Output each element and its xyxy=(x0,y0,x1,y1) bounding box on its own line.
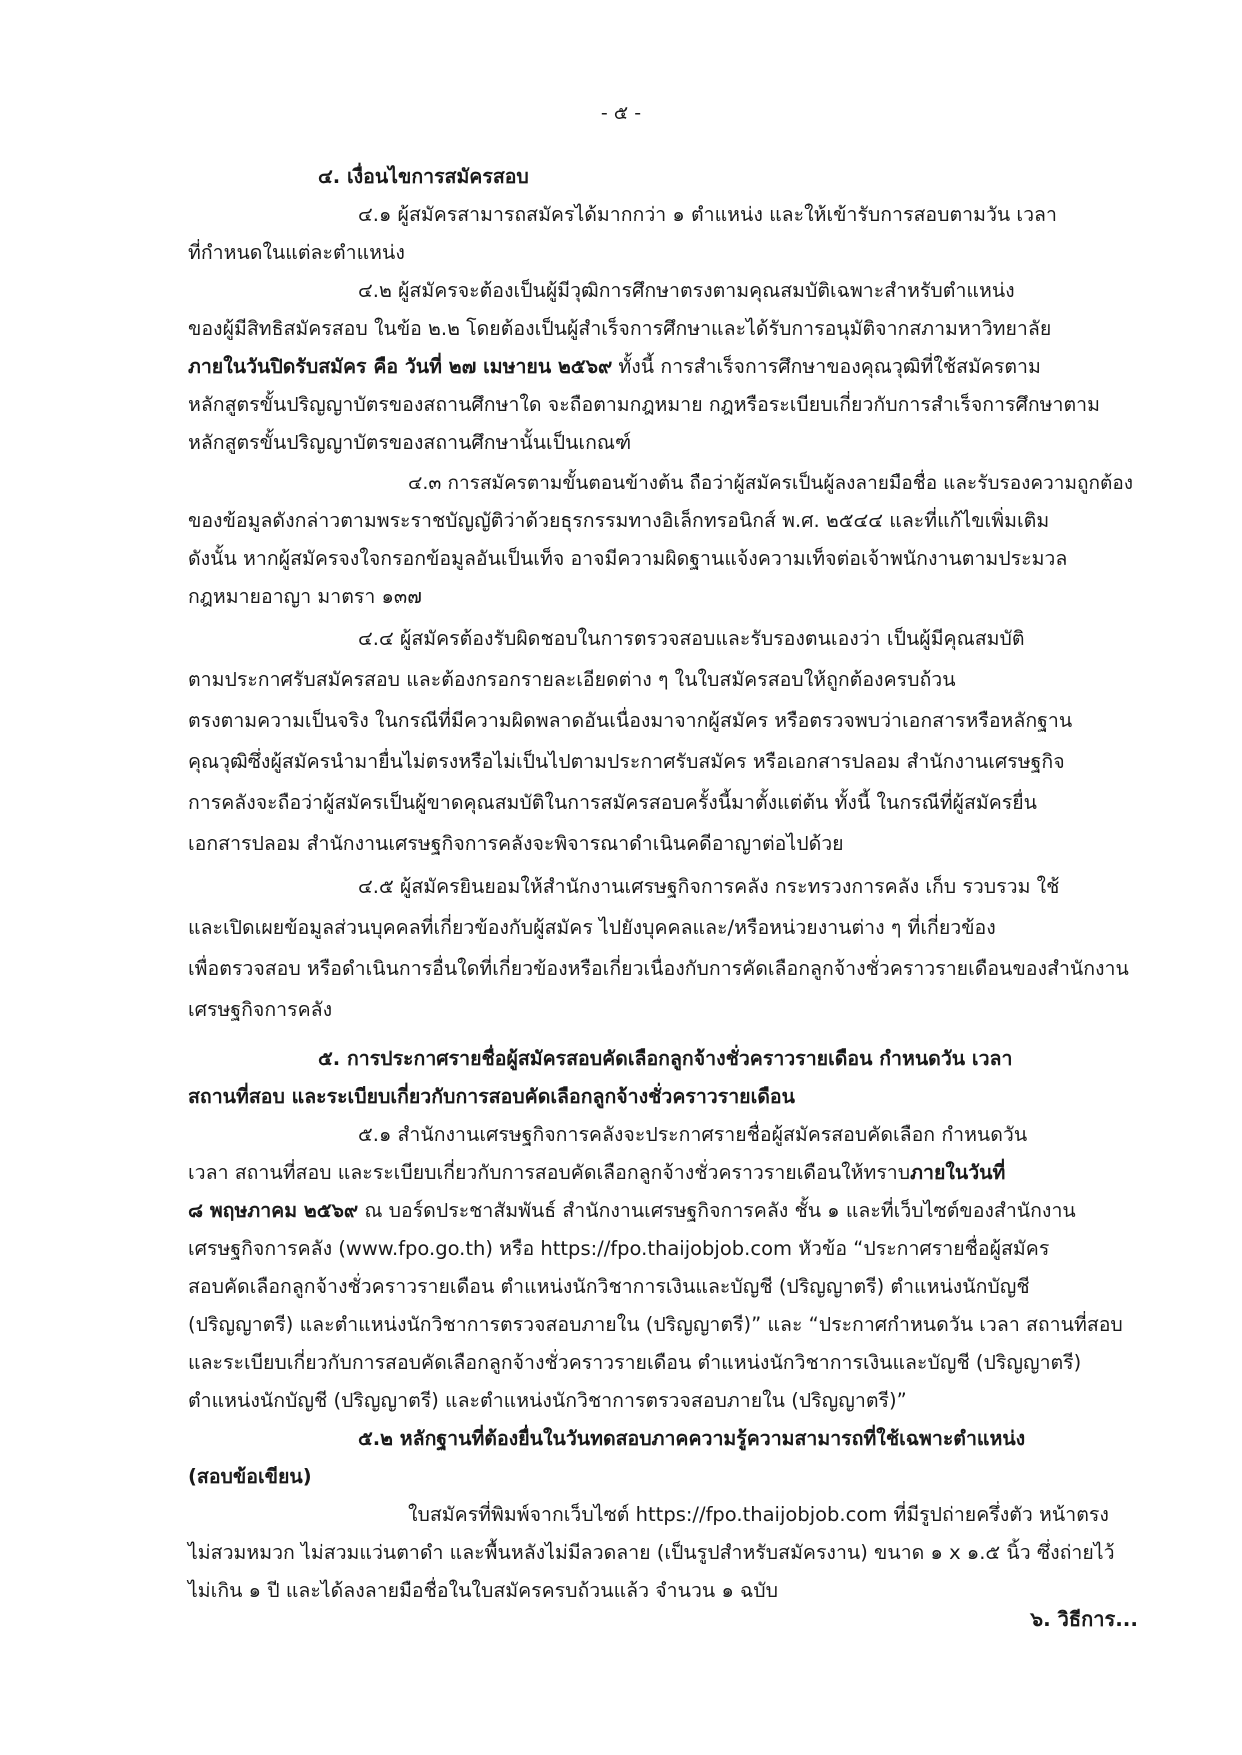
para-4-5-line: เพื่อตรวจสอบ หรือดำเนินการอื่นใดที่เกี่ยวข้องหรือเกี่ยวเนื่องกับการคัดเลือกลูกจ้างชั่วคราวรายเดือนของสำนักงาน xyxy=(188,957,1129,980)
announce-date: ๘ พฤษภาคม ๒๕๖๙ xyxy=(188,1199,359,1222)
para-4-3-line: ๔.๓ การสมัครตามขั้นตอนข้างต้น ถือว่าผู้สมัครเป็นผู้ลงลายมือชื่อ และรับรองความถูกต้อง xyxy=(408,472,1134,494)
para-5-2-line: ไม่สวมหมวก ไม่สวมแว่นตาดำ และพื้นหลังไม่มีลวดลาย (เป็นรูปสำหรับสมัครงาน) ขนาด ๑ x ๑.๕ นิ้ว ซึ่งถ่ายไว้ xyxy=(188,1541,1115,1564)
section-5-2-title: ๕.๒ หลักฐานที่ต้องยื่นในวันทดสอบภาคความรู้ความสามารถที่ใช้เฉพาะตำแหน่ง xyxy=(358,1427,1026,1450)
para-4-2-line: ของผู้มีสิทธิสมัครสอบ ในข้อ ๒.๒ โดยต้องเป็นผู้สำเร็จการศึกษาและได้รับการอนุมัติจากสภามหาวิทยาลัย xyxy=(188,317,1052,340)
para-5-1-line: สอบคัดเลือกลูกจ้างชั่วคราวรายเดือน ตำแหน่งนักวิชาการเงินและบัญชี (ปริญญาตรี) ตำแหน่งนักบัญชี xyxy=(188,1275,1030,1298)
para-4-1-line: ที่กำหนดในแต่ละตำแหน่ง xyxy=(188,241,405,264)
para-4-2-line: หลักสูตรขั้นปริญญาบัตรของสถานศึกษาใด จะถือตามกฎหมาย กฎหรือระเบียบเกี่ยวกับการสำเร็จการศึกษาตาม xyxy=(188,393,1100,416)
para-4-4-line: การคลังจะถือว่าผู้สมัครเป็นผู้ขาดคุณสมบัติในการสมัครสอบครั้งนี้มาตั้งแต่ต้น ทั้งนี้ ในกรณีที่ผู้สมัครยื่น xyxy=(188,791,1038,814)
page-number: - ๕ - xyxy=(600,102,642,124)
para-4-5-line: และเปิดเผยข้อมูลส่วนบุคคลที่เกี่ยวข้องกับผู้สมัคร ไปยังบุคคลและ/หรือหน่วยงานต่าง ๆ ที่เกี่ยวข้อง xyxy=(188,916,996,939)
para-4-2-line: ๔.๒ ผู้สมัครจะต้องเป็นผู้มีวุฒิการศึกษาตรงตามคุณสมบัติเฉพาะสำหรับตำแหน่ง xyxy=(358,279,1015,302)
para-5-1-line: (ปริญญาตรี) และตำแหน่งนักวิชาการตรวจสอบภายใน (ปริญญาตรี)” และ “ประกาศกำหนดวัน เวลา สถานที่สอบ xyxy=(188,1313,1123,1336)
next-page-marker: ๖. วิธีการ... xyxy=(1030,1607,1138,1631)
para-4-4-line: ๔.๔ ผู้สมัครต้องรับผิดชอบในการตรวจสอบและรับรองตนเองว่า เป็นผู้มีคุณสมบัติ xyxy=(358,627,1025,650)
para-4-4-line: เอกสารปลอม สำนักงานเศรษฐกิจการคลังจะพิจารณาดำเนินคดีอาญาต่อไปด้วย xyxy=(188,832,844,855)
para-4-3-line: ดังนั้น หากผู้สมัครจงใจกรอกข้อมูลอันเป็นเท็จ อาจมีความผิดฐานแจ้งความเท็จต่อเจ้าพนักงานตามประมวล xyxy=(188,547,1068,570)
section-4-title: ๔. เงื่อนไขการสมัครสอบ xyxy=(318,165,529,188)
para-4-4-line: คุณวุฒิซึ่งผู้สมัครนำมายื่นไม่ตรงหรือไม่เป็นไปตามประกาศรับสมัคร หรือเอกสารปลอม สำนักงานเศรษฐกิจ xyxy=(188,750,1065,773)
para-5-2-line: ใบสมัครที่พิมพ์จากเว็บไซต์ https://fpo.thaijobjob.com ที่มีรูปถ่ายครึ่งตัว หน้าตรง xyxy=(408,1503,1109,1526)
section-5-2-title: (สอบข้อเขียน) xyxy=(188,1465,312,1488)
section-5-title: ๕. การประกาศรายชื่อผู้สมัครสอบคัดเลือกลูกจ้างชั่วคราวรายเดือน กำหนดวัน เวลา xyxy=(318,1047,1013,1070)
para-5-1-line: เวลา สถานที่สอบ และระเบียบเกี่ยวกับการสอบคัดเลือกลูกจ้างชั่วคราวรายเดือนให้ทราบภายในวันที่ xyxy=(188,1161,1006,1184)
para-5-1-line: ๕.๑ สำนักงานเศรษฐกิจการคลังจะประกาศรายชื่อผู้สมัครสอบคัดเลือก กำหนดวัน xyxy=(358,1123,1028,1146)
announce-date: ภายในวันที่ xyxy=(910,1161,1006,1184)
para-4-2-line: หลักสูตรขั้นปริญญาบัตรของสถานศึกษานั้นเป็นเกณฑ์ xyxy=(188,431,632,454)
para-4-2-line: ภายในวันปิดรับสมัคร คือ วันที่ ๒๗ เมษายน ๒๕๖๙ ทั้งนี้ การสำเร็จการศึกษาของคุณวุฒิที่ใช้สมัครตาม xyxy=(188,355,1041,378)
deadline-text: ภายในวันปิดรับสมัคร คือ วันที่ ๒๗ เมษายน ๒๕๖๙ xyxy=(188,355,613,378)
document-body xyxy=(188,158,1138,1610)
para-5-2-line: ไม่เกิน ๑ ปี และได้ลงลายมือชื่อในใบสมัครครบถ้วนแล้ว จำนวน ๑ ฉบับ xyxy=(188,1579,779,1602)
para-4-4-line: ตามประกาศรับสมัครสอบ และต้องกรอกรายละเอียดต่าง ๆ ในใบสมัครสอบให้ถูกต้องครบถ้วน xyxy=(188,668,956,691)
para-5-1-line: ๘ พฤษภาคม ๒๕๖๙ ณ บอร์ดประชาสัมพันธ์ สำนักงานเศรษฐกิจการคลัง ชั้น ๑ และที่เว็บไซต์ของสำนักงาน xyxy=(188,1199,1076,1222)
para-4-3-line: กฎหมายอาญา มาตรา ๑๓๗ xyxy=(188,585,422,608)
para-5-1-line: และระเบียบเกี่ยวกับการสอบคัดเลือกลูกจ้างชั่วคราวรายเดือน ตำแหน่งนักวิชาการเงินและบัญชี (ปริญญาตรี) xyxy=(188,1351,1082,1374)
section-5-title: สถานที่สอบ และระเบียบเกี่ยวกับการสอบคัดเลือกลูกจ้างชั่วคราวรายเดือน xyxy=(188,1085,795,1108)
para-4-1-line: ๔.๑ ผู้สมัครสามารถสมัครได้มากกว่า ๑ ตำแหน่ง และให้เข้ารับการสอบตามวัน เวลา xyxy=(358,203,1057,226)
para-5-1-line: ตำแหน่งนักบัญชี (ปริญญาตรี) และตำแหน่งนักวิชาการตรวจสอบภายใน (ปริญญาตรี)” xyxy=(188,1389,907,1412)
para-5-1-line: เศรษฐกิจการคลัง (www.fpo.go.th) หรือ https://fpo.thaijobjob.com หัวข้อ “ประกาศรายชื่อผู้สมัคร xyxy=(188,1237,1050,1260)
para-4-5-line: เศรษฐกิจการคลัง xyxy=(188,998,333,1021)
para-4-5-line: ๔.๕ ผู้สมัครยินยอมให้สำนักงานเศรษฐกิจการคลัง กระทรวงการคลัง เก็บ รวบรวม ใช้ xyxy=(358,875,1060,898)
para-4-4-line: ตรงตามความเป็นจริง ในกรณีที่มีความผิดพลาดอันเนื่องมาจากผู้สมัคร หรือตรวจพบว่าเอกสารหรือหลักฐาน xyxy=(188,709,1073,732)
para-4-3-line: ของข้อมูลดังกล่าวตามพระราชบัญญัติว่าด้วยธุรกรรมทางอิเล็กทรอนิกส์ พ.ศ. ๒๕๔๔ และที่แก้ไขเพิ่มเติม xyxy=(188,509,1050,532)
